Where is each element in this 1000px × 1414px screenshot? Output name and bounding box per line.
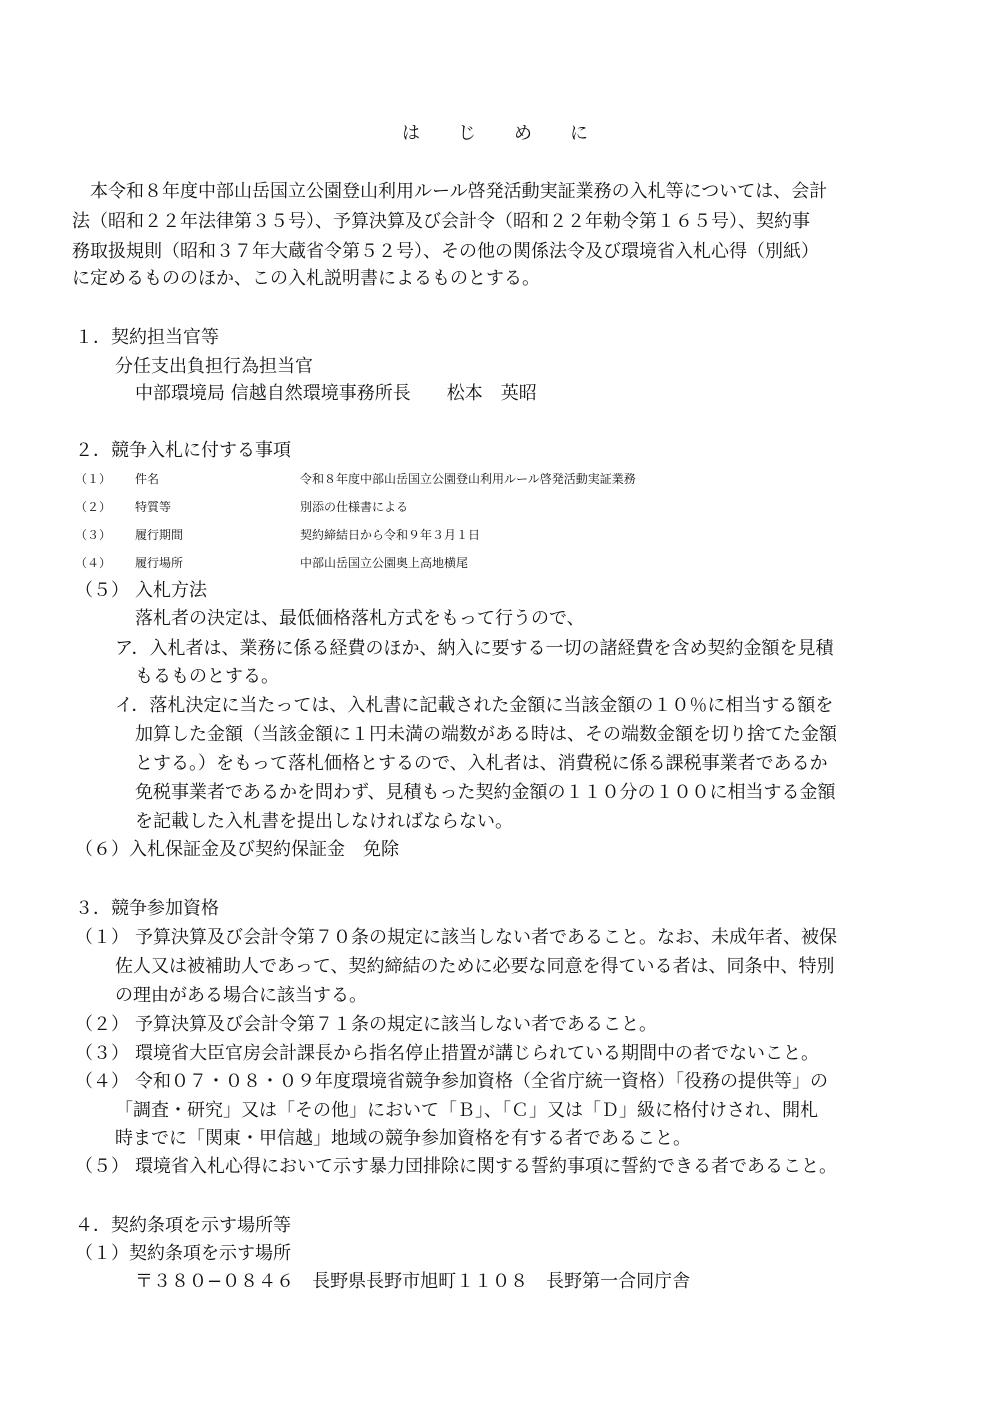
section2-heading: ２．競争入札に付する事項 xyxy=(75,440,291,461)
section3-item-1-line-3: の理由がある場合に該当する。 xyxy=(115,985,367,1006)
section3-item-2-line-1: 予算決算及び会計令第７１条の規定に該当しない者であること。 xyxy=(135,1014,657,1035)
item-label: 履行期間 xyxy=(135,528,184,542)
section3-item-1-number: （１） xyxy=(75,927,129,948)
bid-method-b-line-5: を記載した入札書を提出しなければならない。 xyxy=(135,811,513,832)
item-label: 履行場所 xyxy=(135,556,184,570)
section3-item-1-line-2: 佐人又は被補助人であって、契約締結のために必要な同意を得ている者は、同条中、特別 xyxy=(115,956,835,977)
item-value: 別添の仕様書による xyxy=(300,500,409,514)
item-value: 中部山岳国立公園奥上高地横尾 xyxy=(300,556,469,570)
intro-line-2: 法（昭和２２年法律第３５号）、予算決算及び会計令（昭和２２年勅令第１６５号）、契約事 xyxy=(72,211,810,232)
section3-item-5-line-1: 環境省入札心得において示す暴力団排除に関する誓約事項に誓約できる者であること。 xyxy=(135,1156,837,1177)
item-number: （４） xyxy=(75,556,112,570)
item-label: 件名 xyxy=(135,472,160,486)
section3-item-4-line-2: 「調査・研究」又は「その他」において「Ｂ」、「Ｃ」又は「Ｄ」級に格付けされ、開札 xyxy=(115,1100,819,1121)
section3-item-3-number: （３） xyxy=(75,1043,129,1064)
item-value: 令和８年度中部山岳国立公園登山利用ルール啓発活動実証業務 xyxy=(300,472,636,486)
section3-item-4-line-3: 時までに「関東・甲信越」地域の競争参加資格を有する者であること。 xyxy=(115,1128,691,1149)
section3-heading: ３．競争参加資格 xyxy=(75,898,219,919)
section1-role: 分任支出負担行為担当官 xyxy=(115,356,313,377)
intro-line-4: に定めるもののほか、この入札説明書によるものとする。 xyxy=(72,268,540,289)
bid-method-intro: 落札者の決定は、最低価格落札方式をもって行うので、 xyxy=(135,608,585,629)
item-number: （３） xyxy=(75,528,112,542)
section1-heading: １．契約担当官等 xyxy=(75,327,219,348)
section3-item-5-number: （５） xyxy=(75,1156,129,1177)
bid-method-b-line-1: イ．落札決定に当たっては、入札書に記載された金額に当該金額の１０％に相当する額を xyxy=(115,695,834,716)
bid-method-b-line-3: とする。）をもって落札価格とするので、入札者は、消費税に係る課税事業者であるか xyxy=(135,753,828,774)
bid-method-b-line-2: 加算した金額（当該金額に１円未満の端数がある時は、その端数金額を切り捨てた金額 xyxy=(135,724,837,745)
section3-item-4-number: （４） xyxy=(75,1071,129,1092)
section4-item-1: （１）契約条項を示す場所 xyxy=(75,1243,291,1264)
bid-method-b-line-4: 免税事業者であるかを問わず、見積もった契約金額の１１０分の１００に相当する金額 xyxy=(135,782,836,803)
item-number: （５） xyxy=(75,580,129,601)
item-value: 契約締結日から令和９年３月１日 xyxy=(300,528,481,542)
item-number: （１） xyxy=(75,472,112,486)
contract-address: 〒３８０−０８４６ 長野県長野市旭町１１０８ 長野第一合同庁舎 xyxy=(135,1271,691,1292)
section3-item-2-number: （２） xyxy=(75,1014,129,1035)
section3-item-4-line-1: 令和０７・０８・０９年度環境省競争参加資格（全省庁統一資格）「役務の提供等」の xyxy=(135,1071,828,1092)
item-label: 特質等 xyxy=(135,500,172,514)
intro-line-1: 本令和８年度中部山岳国立公園登山利用ルール啓発活動実証業務の入札等については、会計 xyxy=(90,181,828,202)
bid-method-a-line-1: ア．入札者は、業務に係る経費のほか、納入に要する一切の諸経費を含め契約金額を見積 xyxy=(115,638,834,659)
item-label: 入札方法 xyxy=(135,580,207,601)
section1-official: 中部環境局 信越自然環境事務所長 松本 英昭 xyxy=(135,383,537,404)
section3-item-1-line-1: 予算決算及び会計令第７０条の規定に該当しない者であること。なお、未成年者、被保 xyxy=(135,927,837,948)
bid-method-a-line-2: もるものとする。 xyxy=(135,666,279,687)
page-title: は じ め に xyxy=(402,123,598,144)
section2-item-6: （６）入札保証金及び契約保証金 免除 xyxy=(75,839,399,860)
section4-heading: ４．契約条項を示す場所等 xyxy=(75,1215,291,1236)
intro-line-3: 務取扱規則（昭和３７年大蔵省令第５２号）、その他の関係法令及び環境省入札心得（別紙） xyxy=(72,241,819,262)
item-number: （２） xyxy=(75,500,112,514)
section3-item-3-line-1: 環境省大臣官房会計課長から指名停止措置が講じられている期間中の者でないこと。 xyxy=(135,1043,819,1064)
